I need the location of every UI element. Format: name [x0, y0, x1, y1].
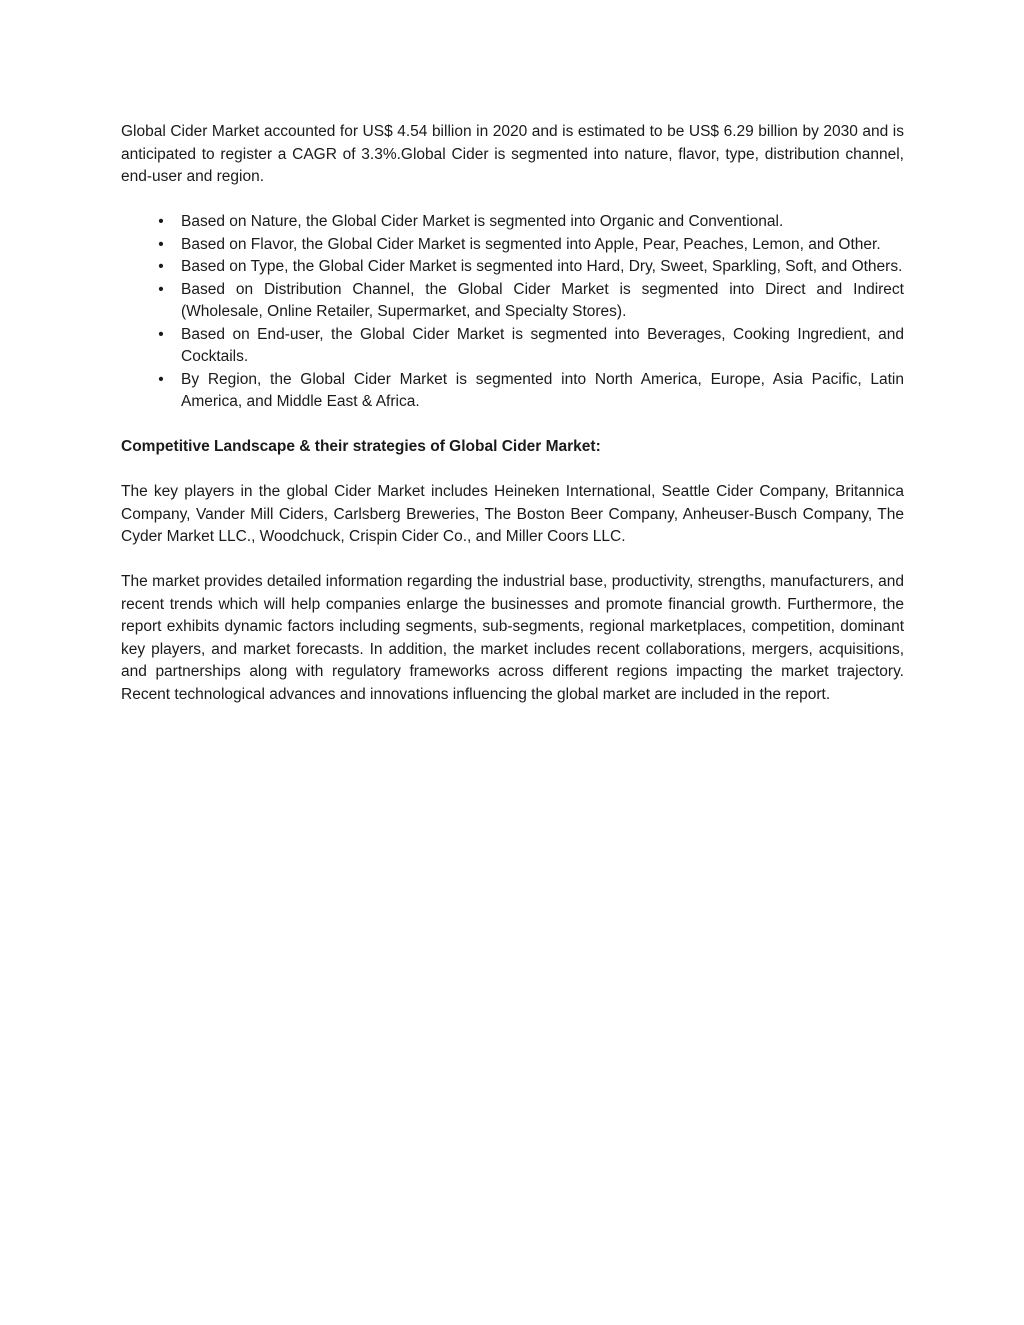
list-item — [121, 369, 904, 414]
list-item — [121, 211, 904, 234]
key-players-paragraph: The key players in the global Cider Market includes Heineken International, Seattle Cider Company, Britannica Company, Vander Mill Ciders, Carlsberg Breweries, The Boston Beer Company, Anheuser-Busch Company, The Cyder Market LLC., Woodchuck, Crispin Cider Co., and Miller Coors LLC. — [121, 483, 904, 545]
intro-paragraph: Global Cider Market accounted for US$ 4.54 billion in 2020 and is estimated to be US$ 6.29 billion by 2030 and is anticipated to register a CAGR of 3.3%.Global Cider is segmented into nature, flavor, type, distribution channel, end-user and region. — [121, 123, 904, 185]
bullet-text: Based on End-user, the Global Cider Market is segmented into Beverages, Cooking Ingredient, and Cocktails. — [181, 325, 904, 365]
bullet-text: Based on Type, the Global Cider Market is segmented into Hard, Dry, Sweet, Sparkling, Soft, and Others. — [181, 258, 903, 275]
bullet-icon: • — [158, 325, 164, 343]
list-item — [121, 234, 904, 257]
market-overview-paragraph: The market provides detailed information regarding the industrial base, productivity, strengths, manufacturers, and recent trends which will help companies enlarge the businesses and promote financial growth. Furthermore, the report exhibits dynamic factors including segments, sub-segments, regional marketplaces, competition, dominant key players, and market forecasts. In addition, the market includes recent collaborations, mergers, acquisitions, and partnerships along with regulatory frameworks across different regions impacting the market trajectory. Recent technological advances and innovations influencing the global market are included in the report. — [121, 573, 904, 703]
bullet-text: By Region, the Global Cider Market is segmented into North America, Europe, Asia Pacific, Latin America, and Middle East & Africa. — [181, 370, 904, 410]
bullet-icon: • — [158, 258, 164, 275]
bullet-text: Based on Flavor, the Global Cider Market is segmented into Apple, Pear, Peaches, Lemon, and Other. — [181, 235, 881, 253]
list-item — [121, 279, 904, 324]
bullet-icon: • — [158, 235, 164, 253]
segment-bullet-list — [121, 211, 904, 414]
bullet-text: Based on Nature, the Global Cider Market is segmented into Organic and Conventional. — [181, 213, 784, 230]
bullet-text: Based on Distribution Channel, the Global Cider Market is segmented into Direct and Indirect (Wholesale, Online Retailer, Supermarket, and Specialty Stores). — [181, 280, 904, 320]
section-heading: Competitive Landscape & their strategies of Global Cider Market: — [121, 438, 601, 455]
list-item — [121, 324, 904, 369]
bullet-icon: • — [158, 370, 164, 388]
bullet-icon: • — [158, 213, 164, 230]
list-item — [121, 256, 904, 279]
document-page — [121, 121, 904, 729]
bullet-icon: • — [158, 280, 164, 298]
